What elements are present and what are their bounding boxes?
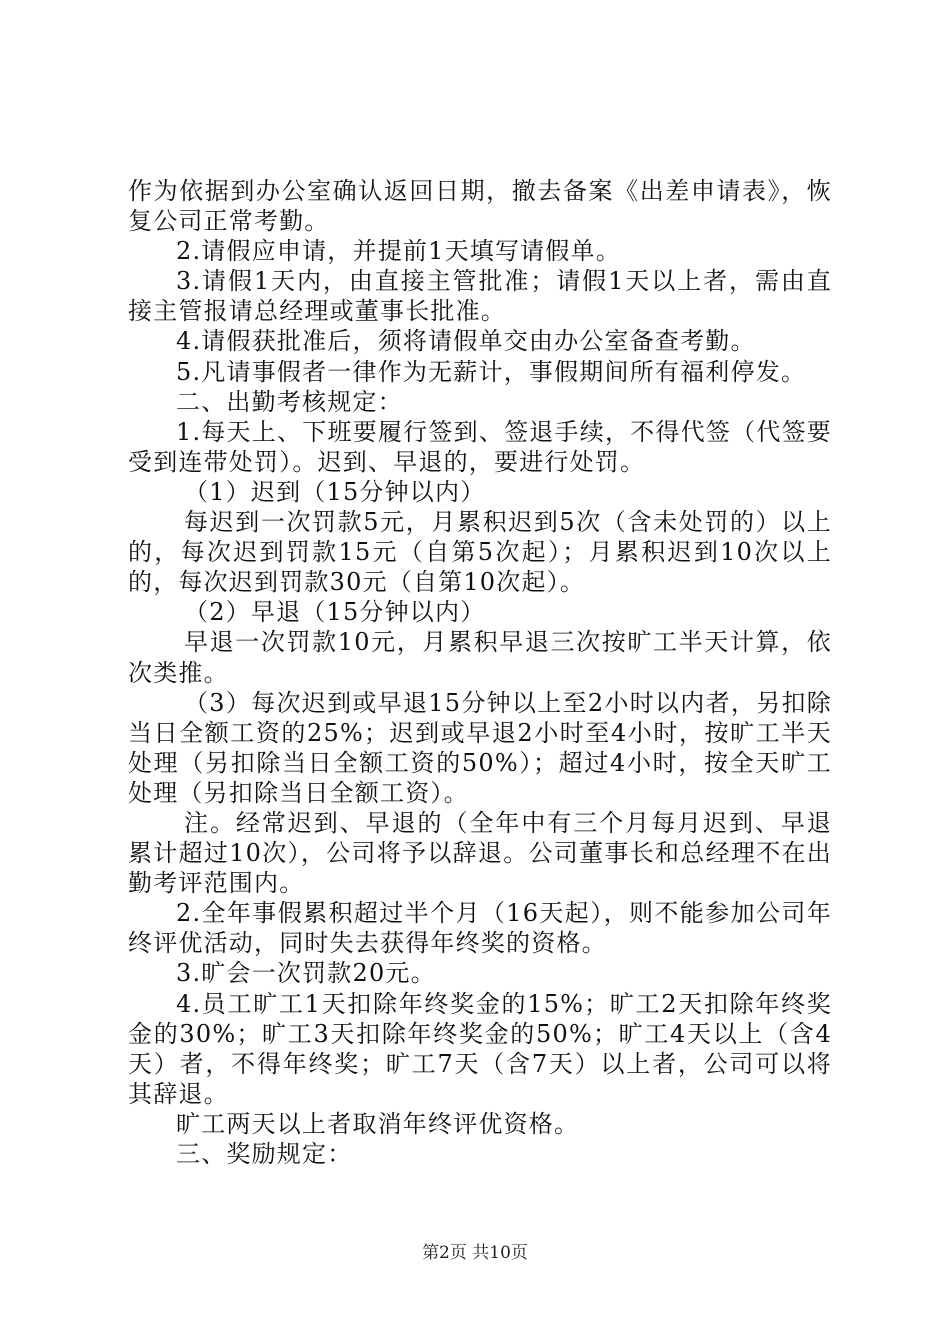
- paragraph-leave-approval: 3.请假1天内，由直接主管批准；请假1天以上者，需由直接主管报请总经理或董事长批准。: [128, 267, 832, 326]
- page-number-footer: 第2页 共10页: [422, 1243, 528, 1263]
- paragraph-early-leave-penalty: 早退一次罚款10元，月累积早退三次按旷工半天计算，依次类推。: [128, 628, 832, 687]
- paragraph-personal-leave-limit: 2.全年事假累积超过半个月（16天起），则不能参加公司年终评优活动，同时失去获得年终奖的资格。: [128, 899, 832, 958]
- paragraph-absenteeism-evaluation: 旷工两天以上者取消年终评优资格。: [176, 1109, 580, 1138]
- paragraph-late-penalty: 每迟到一次罚款5元，月累积迟到5次（含未处罚的）以上的，每次迟到罚款15元（自第5次起）；月累积迟到10次以上的，每次迟到罚款30元（自第10次起）。: [128, 508, 832, 597]
- paragraph-meeting-absence: 3.旷会一次罚款20元。: [176, 959, 436, 988]
- document-body: [128, 176, 832, 1169]
- subheading-late: （1）迟到（15分钟以内）: [184, 477, 486, 506]
- paragraph-absenteeism: 4.员工旷工1天扣除年终奖金的15%；旷工2天扣除年终奖金的30%；旷工3天扣除年终奖金的50%；旷工4天以上（含4天）者，不得年终奖；旷工7天（含7天）以上者，公司可以将其辞退。: [128, 989, 832, 1108]
- section-heading-rewards: 三、奖励规定：: [176, 1140, 353, 1168]
- paragraph-sign-in-rules: 1.每天上、下班要履行签到、签退手续，不得代签（代签要受到连带处罚）。迟到、早退的，要进行处罚。: [128, 417, 832, 476]
- subheading-early-leave: （2）早退（15分钟以内）: [184, 598, 486, 627]
- paragraph-leave-application: 2.请假应申请，并提前1天填写请假单。: [176, 237, 621, 266]
- section-heading-attendance: 二、出勤考核规定：: [176, 387, 403, 416]
- paragraph-extended-late: （3）每次迟到或早退15分钟以上至2小时以内者，另扣除当日全额工资的25%；迟到或早退2小时至4小时，按旷工半天处理（另扣除当日全额工资的50%）；超过4小时，按全天旷工处理（另扣除当日全额工资）。: [128, 688, 832, 807]
- paragraph-note-dismissal: 注。经常迟到、早退的（全年中有三个月每月迟到、早退累计超过10次），公司将予以辞退。公司董事长和总经理不在出勤考评范围内。: [128, 808, 832, 898]
- paragraph-leave-filing: 4.请假获批准后，须将请假单交由办公室备查考勤。: [176, 327, 756, 356]
- paragraph-unpaid-leave: 5.凡请事假者一律作为无薪计，事假期间所有福利停发。: [176, 357, 807, 386]
- paragraph-return-confirmation: 作为依据到办公室确认返回日期，撤去备案《出差申请表》，恢复公司正常考勤。: [128, 177, 832, 236]
